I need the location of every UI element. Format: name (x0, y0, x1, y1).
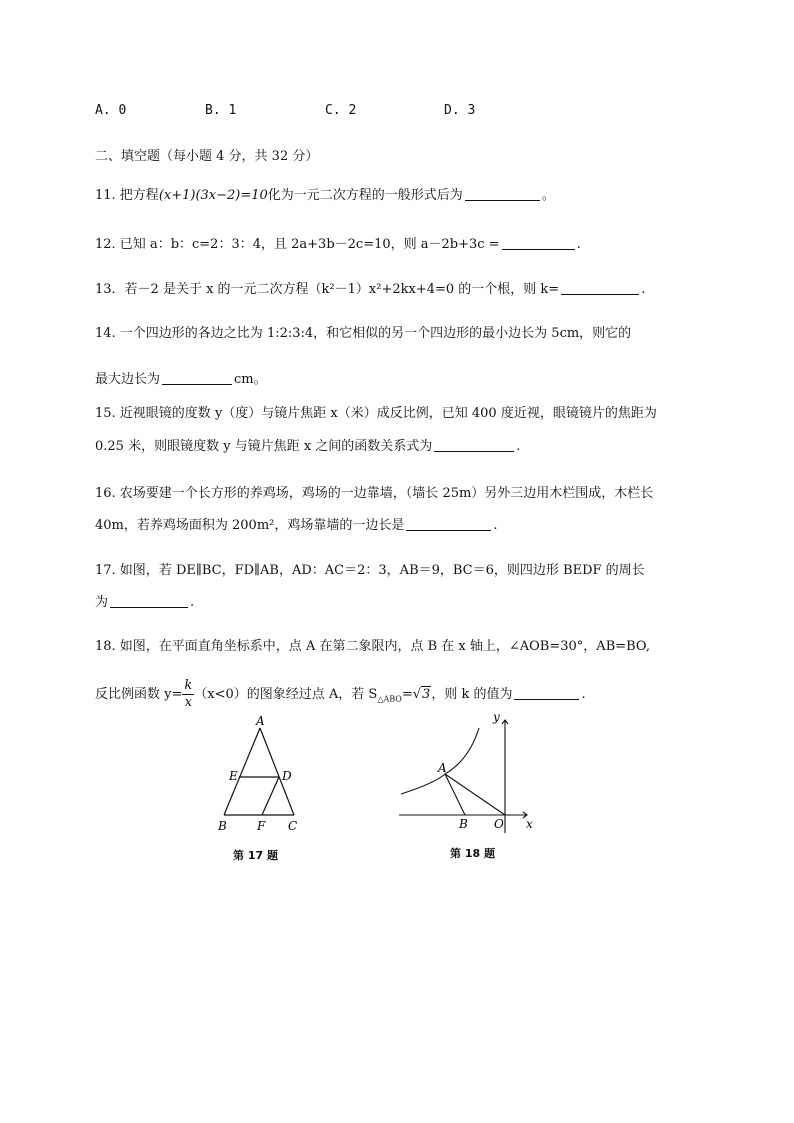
q15-end: . (516, 439, 521, 454)
label-b: B (218, 819, 227, 833)
q17-line2-pre: 为 (95, 595, 109, 610)
q18-denominator: x (184, 695, 192, 710)
figure-17 (210, 712, 310, 838)
q16-line2: 40m，若养鸡场面积为 200m²，鸡场靠墙的一边长是 (95, 518, 405, 533)
q14-line2-pre: 最大边长为 (95, 372, 161, 387)
label-a: A (256, 714, 265, 728)
option-b: B. 1 (205, 103, 237, 118)
q13-text: 13．若－2 是关于 x 的一元二次方程（k²－1）x²+2kx+4=0 的一个根，则 k= (95, 282, 560, 297)
q17-end: . (190, 595, 195, 610)
q18-end: . (581, 687, 586, 702)
q18-equals: = (401, 687, 413, 702)
q11-prefix: 11. 把方程 (95, 188, 159, 203)
segment-ao (445, 774, 505, 815)
q18-radicand: 3 (422, 687, 431, 702)
figure-18-caption: 第 18 题 (450, 847, 495, 860)
q16-end: . (493, 518, 498, 533)
q18-line2-pre: 反比例函数 y= (95, 687, 183, 702)
q18-area-subscript: △ABO (377, 694, 402, 704)
answer-blank-11[interactable] (465, 186, 540, 201)
answer-blank-17[interactable] (110, 593, 188, 608)
question-16-line2 (95, 516, 498, 535)
option-d: D. 3 (444, 103, 476, 118)
option-c: C. 2 (325, 103, 357, 118)
question-14-line1: 14. 一个四边形的各边之比为 1:2:3:4，和它相似的另一个四边形的最小边长为 5cm，则它的 (95, 326, 632, 341)
figure-18 (395, 708, 540, 838)
label-f: F (257, 819, 266, 833)
answer-blank-14[interactable] (162, 370, 232, 385)
question-16-line1: 16. 农场要建一个长方形的养鸡场，鸡场的一边靠墙，（墙长 25m）另外三边用木栏围成，木栏长 (95, 486, 654, 501)
option-a: A. 0 (95, 103, 127, 118)
answer-blank-12[interactable] (502, 235, 575, 250)
answer-blank-18[interactable] (514, 685, 579, 700)
label-d: D (282, 769, 292, 783)
question-15-line1: 15. 近视眼镜的度数 y（度）与镜片焦距 x（米）成反比例，已知 400 度近视，眼镜镜片的焦距为 (95, 406, 657, 421)
segment-ab (445, 774, 465, 815)
question-17-line2 (95, 593, 194, 612)
label-e: E (229, 769, 238, 783)
q13-end: . (641, 282, 646, 297)
segment-df (262, 777, 279, 815)
label-b: B (459, 817, 468, 831)
label-x: x (526, 817, 533, 831)
label-a: A (438, 761, 447, 775)
q18-numerator: k (184, 678, 193, 693)
question-11 (95, 186, 555, 205)
question-18-line1: 18. 如图，在平面直角坐标系中，点 A 在第二象限内，点 B 在 x 轴上，∠AOB=30°，AB=BO, (95, 639, 650, 654)
q12-text: 12. 已知 a：b：c=2：3：4，且 2a+3b－2c=10，则 a－2b+3c = (95, 237, 500, 252)
q11-mid: 化为一元二次方程的一般形式后为 (267, 188, 463, 203)
q18-condition: （x<0）的图象经过点 A，若 S (194, 687, 378, 702)
q18-post: ，则 k 的值为 (431, 687, 513, 702)
label-y: y (493, 710, 500, 724)
label-c: C (288, 819, 298, 833)
question-17-line1: 17. 如图，若 DE∥BC，FD∥AB，AD：AC＝2：3，AB＝9，BC＝6，则四边形 BEDF 的周长 (95, 563, 645, 578)
label-o: O (494, 817, 504, 831)
section-heading: 二、填空题（每小题 4 分，共 32 分） (95, 149, 319, 164)
question-12 (95, 235, 581, 254)
figure-17-caption: 第 17 题 (233, 849, 278, 862)
question-15-line2 (95, 437, 520, 456)
q11-end: 。 (541, 188, 555, 203)
q12-end: . (576, 237, 581, 252)
answer-blank-15[interactable] (434, 437, 514, 452)
question-14-line2 (95, 370, 267, 389)
answer-blank-13[interactable] (561, 280, 639, 295)
q11-equation: (x+1)(3x−2)=10 (158, 188, 268, 203)
q14-line2-end: cm。 (234, 372, 267, 387)
answer-blank-16[interactable] (406, 516, 491, 531)
q18-fraction (182, 678, 194, 711)
question-13 (95, 280, 645, 299)
q18-sqrt: √3 (412, 687, 431, 702)
q15-line2: 0.25 米，则眼镜度数 y 与镜片焦距 x 之间的函数关系式为 (95, 439, 433, 454)
